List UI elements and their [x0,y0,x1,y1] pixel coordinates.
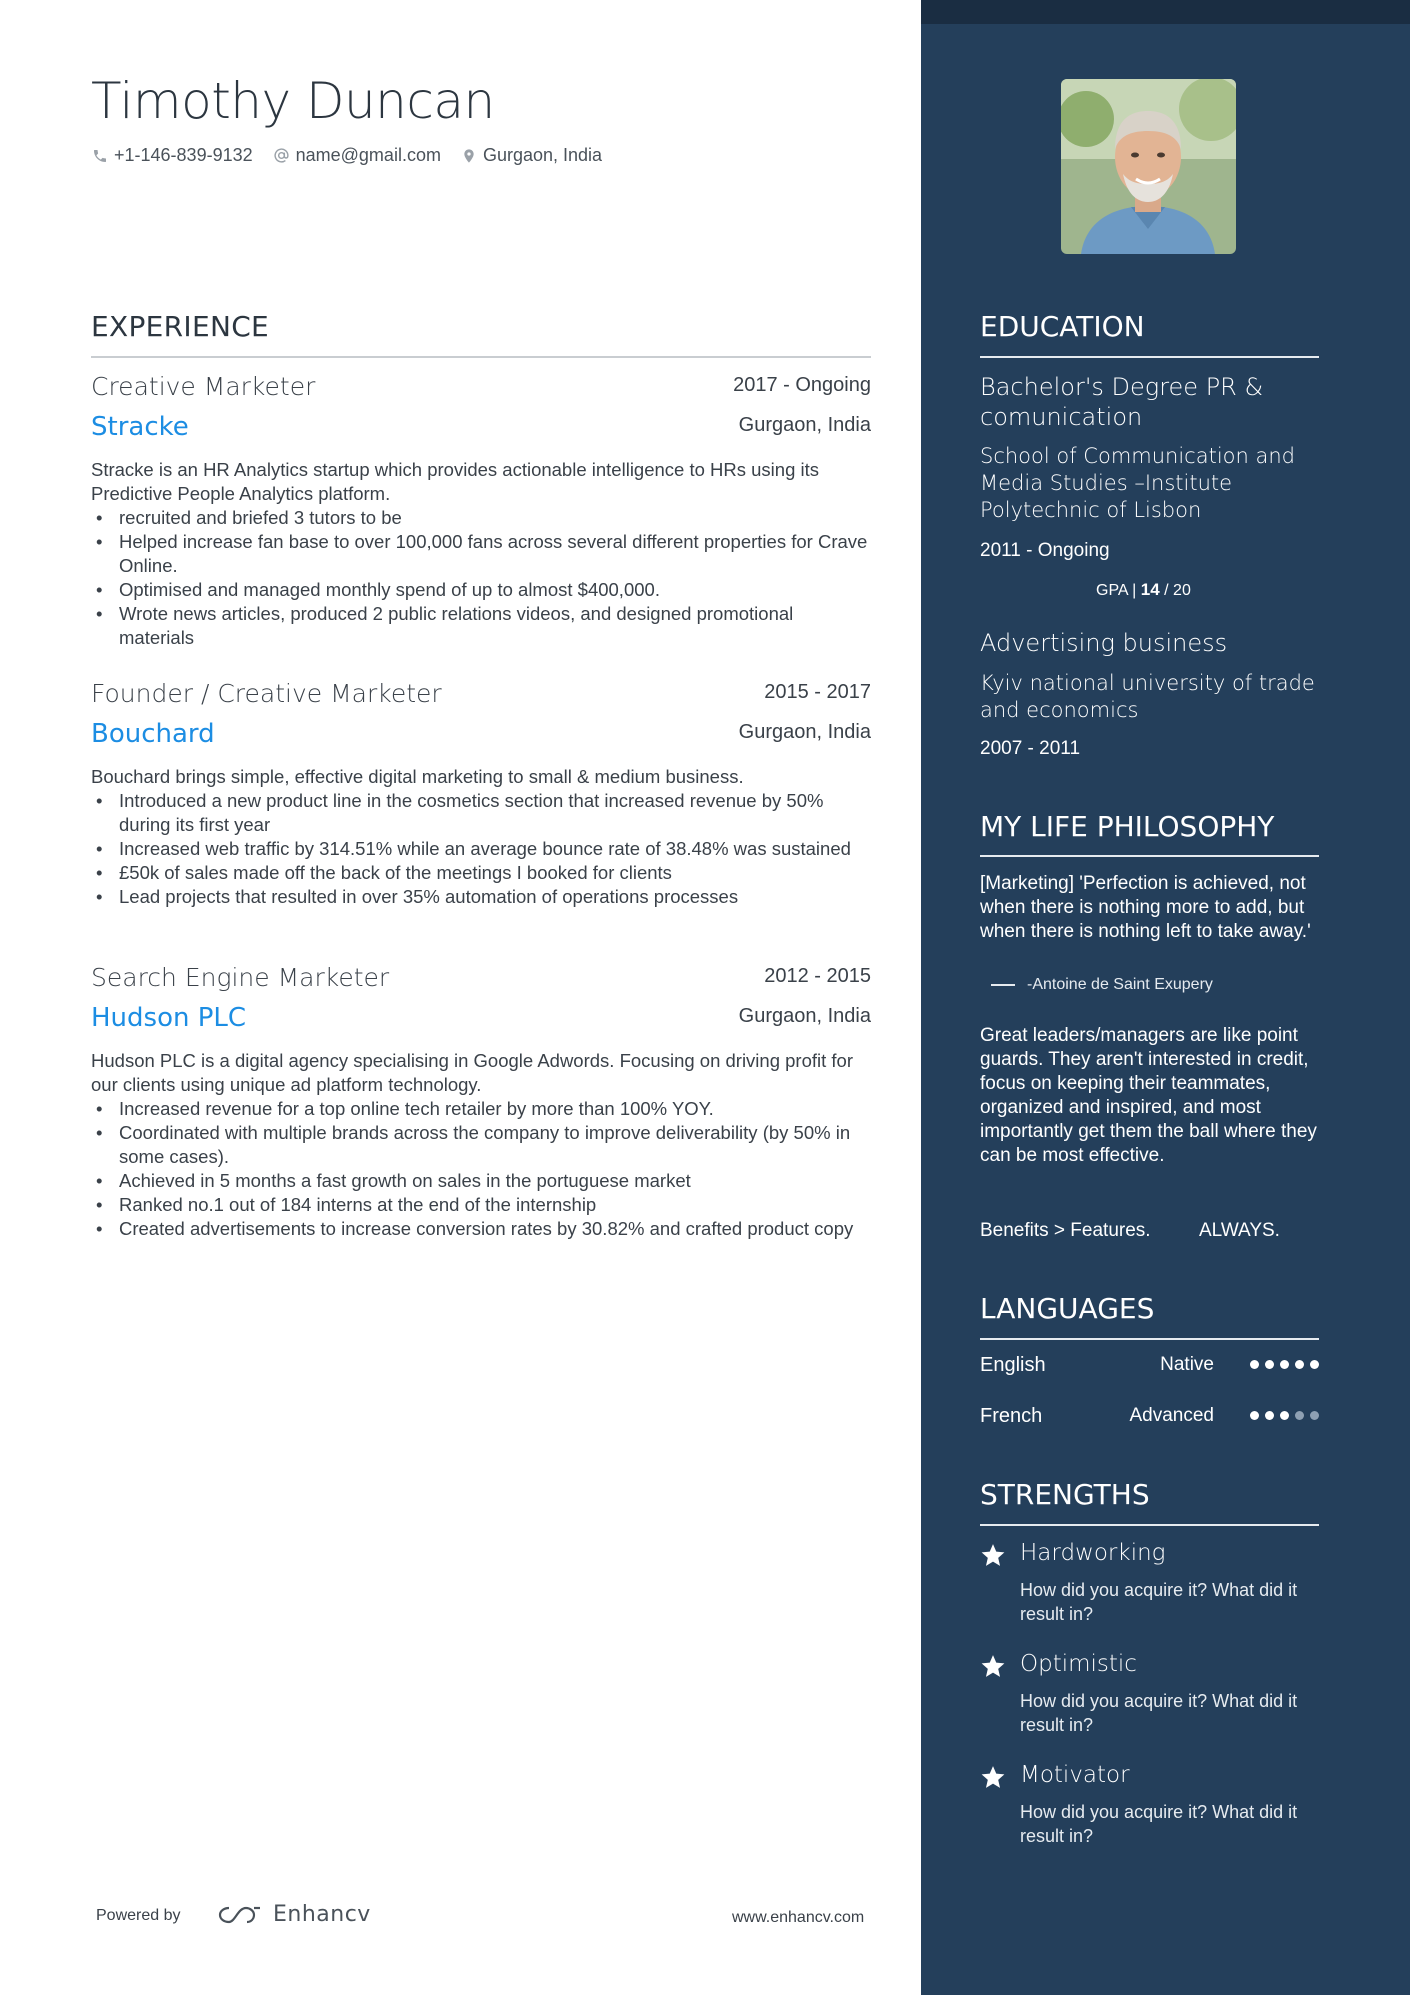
job-bullets [91,1097,871,1241]
job-role: Search Engine Marketer [91,963,390,992]
strength-description: How did you acquire it? What did it result in? [1020,1802,1298,1846]
job-bullet: • Introduced a new product line in the cosmetics section that increased revenue by 50% during its first year [91,789,871,837]
education-divider [980,356,1319,358]
strength-name: Motivator [1020,1762,1130,1788]
education-degree: Advertising business [980,629,1228,657]
job-bullet: • Coordinated with multiple brands across the company to improve deliverability (by 50% in some cases). [91,1121,871,1169]
job-location: Gurgaon, India [738,1005,871,1027]
rating-dot-filled [1280,1411,1289,1420]
job-bullet: • recruited and briefed 3 tutors to be [91,506,871,530]
quote-author [991,976,1213,994]
job-location: Gurgaon, India [738,414,871,436]
sidebar-top-band [921,0,1410,24]
job-dates: 2017 - Ongoing [733,374,871,396]
job-bullet: • Optimised and managed monthly spend of up to almost $400,000. [91,578,871,602]
education-title: EDUCATION [980,310,1145,343]
languages-divider [980,1338,1319,1340]
gpa-max: 20 [1173,582,1191,599]
footer-url[interactable]: www.enhancv.com [732,1909,865,1926]
philosophy-benefits: Benefits > Features. [980,1220,1151,1241]
language-level: Advanced [1129,1405,1214,1426]
footer-logo[interactable] [215,1902,371,1927]
job-description: Bouchard brings simple, effective digital marketing to small & medium business. [91,766,744,787]
job-bullet: • Ranked no.1 out of 184 interns at the end of the internship [91,1193,871,1217]
language-row [980,1405,1319,1435]
job-bullets [91,506,871,650]
rating-dot-filled [1310,1360,1319,1369]
quote-dash [991,984,1015,986]
strength-description: How did you acquire it? What did it result in? [1020,1580,1298,1624]
language-row [980,1354,1319,1384]
phone-number: +1-146-839-9132 [114,145,253,165]
location-text: Gurgaon, India [482,145,603,165]
rating-dot-filled [1265,1411,1274,1420]
profile-photo [1061,79,1236,254]
philosophy-paragraph: Great leaders/managers are like point guards. They aren't interested in credit, focus on keeping their teammates, organized and inspired, and most importantly get them the ball where they can be most effective. [980,1025,1317,1166]
strengths-divider [980,1524,1319,1526]
footer-powered-by: Powered by [96,1907,181,1924]
philosophy-quote: [Marketing] 'Perfection is achieved, not when there is nothing more to add, but when there is nothing left to take away.' [980,873,1311,942]
job-dates: 2015 - 2017 [764,681,871,703]
email-address: name@gmail.com [295,145,441,165]
job-bullet: • £50k of sales made off the back of the meetings I booked for clients [91,861,871,885]
gpa-slash: / [1164,582,1174,599]
philosophy-divider [980,855,1319,857]
strength-name: Hardworking [1020,1540,1166,1566]
education-school: Kyiv national university of trade and economics [980,671,1315,722]
education-school: School of Communication and Media Studies –Institute Polytechnic of Lisbon [980,444,1296,522]
footer-brand: Enhancv [273,1902,371,1927]
job-description: Stracke is an HR Analytics startup which provides actionable intelligence to HRs using its Predictive People Analytics platform. [91,459,820,504]
education-degree: Bachelor's Degree PR & comunication [980,373,1264,431]
map-pin-icon [461,147,477,165]
job-bullet: • Wrote news articles, produced 2 public relations videos, and designed promotional materials [91,602,871,650]
contact-email [273,145,441,166]
contact-info [92,145,622,166]
job-description: Hudson PLC is a digital agency specialising in Google Adwords. Focusing on driving profit for our clients using unique ad platform technology. [91,1050,853,1095]
job-entry [91,372,871,650]
philosophy-always: ALWAYS. [1199,1220,1280,1241]
contact-phone [92,145,253,166]
job-bullets [91,789,871,909]
rating-dot-filled [1250,1360,1259,1369]
job-company: Stracke [91,412,189,442]
rating-dot-filled [1265,1360,1274,1369]
philosophy-title: MY LIFE PHILOSOPHY [980,810,1275,843]
education-gpa [1096,580,1191,600]
languages-title: LANGUAGES [980,1292,1155,1325]
job-bullet: • Achieved in 5 months a fast growth on sales in the portuguese market [91,1169,871,1193]
star-icon [980,1542,1006,1568]
star-icon [980,1764,1006,1790]
gpa-separator: | [1132,582,1141,599]
star-icon [980,1653,1006,1679]
experience-divider [91,356,871,358]
language-rating [1244,1411,1319,1420]
job-role: Creative Marketer [91,372,316,401]
job-role: Founder / Creative Marketer [91,679,442,708]
rating-dot-empty [1310,1411,1319,1420]
job-company: Hudson PLC [91,1003,247,1033]
rating-dot-filled [1250,1411,1259,1420]
job-location: Gurgaon, India [738,721,871,743]
job-bullet: • Increased revenue for a top online tech retailer by more than 100% YOY. [91,1097,871,1121]
job-company: Bouchard [91,719,215,749]
gpa-value: 14 [1140,580,1160,599]
quote-author-name: -Antoine de Saint Exupery [1027,976,1213,993]
job-bullet: • Lead projects that resulted in over 35% automation of operations processes [91,885,871,909]
strengths-title: STRENGTHS [980,1478,1150,1511]
rating-dot-filled [1295,1360,1304,1369]
language-name: French [980,1405,1043,1427]
education-dates: 2011 - Ongoing [980,540,1110,561]
strength-name: Optimistic [1020,1651,1137,1677]
job-bullet: • Increased web traffic by 314.51% while an average bounce rate of 38.48% was sustained [91,837,871,861]
contact-location [461,145,602,166]
job-bullet: • Created advertisements to increase conversion rates by 30.82% and crafted product copy [91,1217,871,1241]
job-dates: 2012 - 2015 [764,965,871,987]
candidate-name: Timothy Duncan [91,72,495,130]
gpa-label: GPA [1096,582,1128,599]
experience-title: EXPERIENCE [91,310,270,343]
language-rating [1244,1360,1319,1369]
job-entry [91,963,871,1241]
phone-icon [92,148,108,164]
rating-dot-empty [1295,1411,1304,1420]
education-dates: 2007 - 2011 [980,738,1081,759]
language-level: Native [1160,1354,1214,1375]
job-entry [91,679,871,909]
job-bullet: • Helped increase fan base to over 100,000 fans across several different properties for Crave Online. [91,530,871,578]
at-icon [273,147,290,164]
avatar-portrait [1061,79,1236,254]
rating-dot-filled [1280,1360,1289,1369]
enhancv-logo-icon [215,1903,263,1927]
language-name: English [980,1354,1046,1376]
sidebar [921,0,1410,1995]
strength-description: How did you acquire it? What did it result in? [1020,1691,1298,1735]
